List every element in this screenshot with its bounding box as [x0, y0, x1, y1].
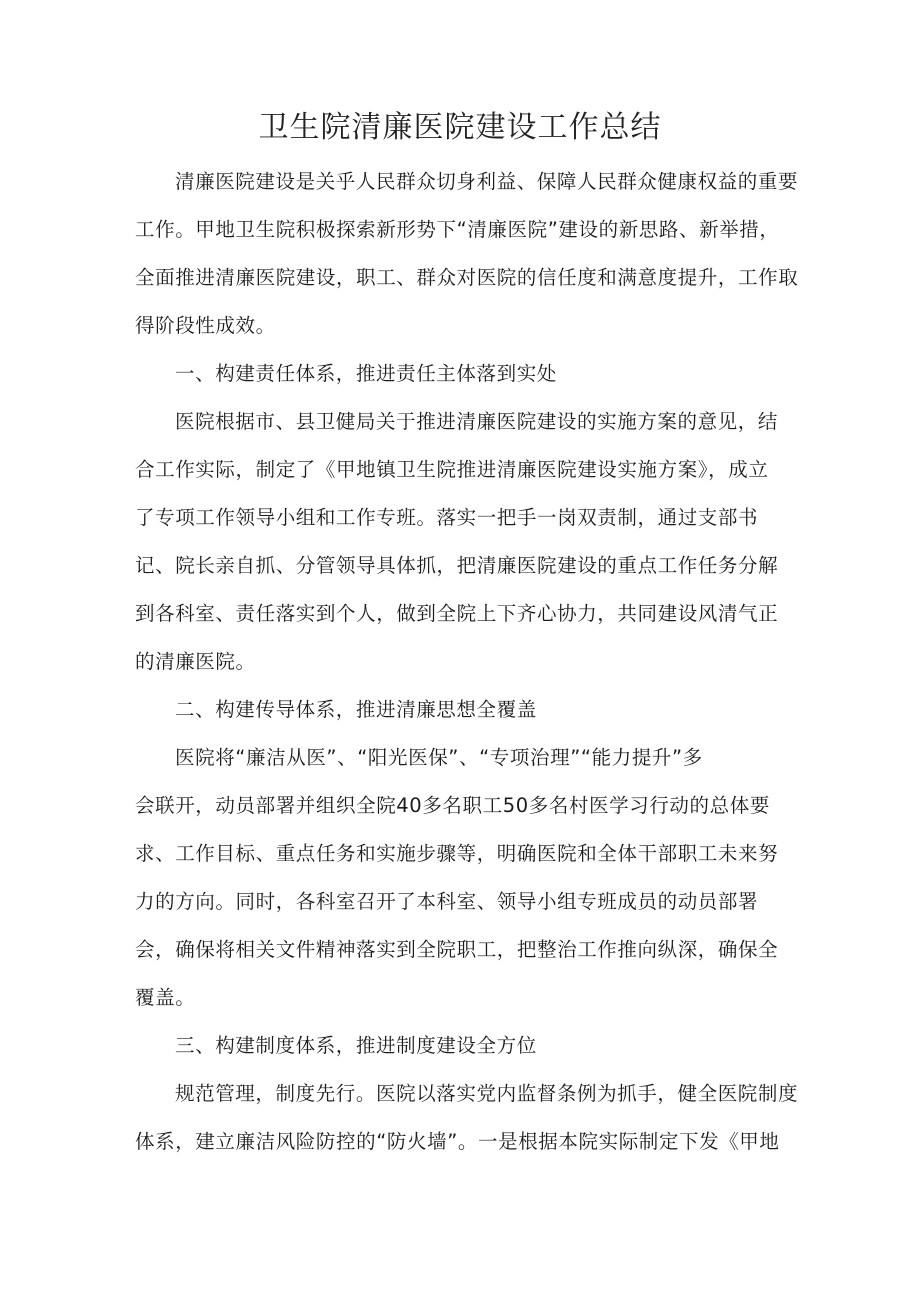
paragraph-line: 工作。甲地卫生院积极探索新形势下“清廉医院”建设的新思路、新举措，: [135, 218, 780, 241]
paragraph-line: 规范管理，制度先行。医院以落实党内监督条例为抓手，健全医院制度: [175, 1082, 799, 1105]
paragraph-line: 医院将“廉洁从医”、“阳光医保”、“专项治理”“能力提升”多: [175, 746, 703, 769]
paragraph-line: 覆盖。: [135, 986, 196, 1009]
paragraph-line: 清廉医院建设是关乎人民群众切身利益、保障人民群众健康权益的重要: [175, 170, 799, 193]
paragraph-line: 了专项工作领导小组和工作专班。落实一把手一岗双责制，通过支部书: [135, 506, 759, 529]
paragraph-line: 合工作实际，制定了《甲地镇卫生院推进清廉医院建设实施方案》，成立: [135, 458, 769, 481]
section-heading-1: 一、构建责任体系，推进责任主体落到实处: [175, 362, 557, 385]
paragraph-line: 力的方向。同时，各科室召开了本科室、领导小组专班成员的动员部署: [135, 890, 759, 913]
paragraph-line: 的清廉医院。: [135, 650, 256, 673]
paragraph-line: 体系，建立廉洁风险防控的“防火墙”。一是根据本院实际制定下发《甲地: [135, 1130, 780, 1153]
section-heading-2: 二、构建传导体系，推进清廉思想全覆盖: [175, 698, 537, 721]
paragraph-line: 到各科室、责任落实到个人，做到全院上下齐心协力，共同建设风清气正: [135, 602, 779, 625]
paragraph-line: 全面推进清廉医院建设，职工、群众对医院的信任度和满意度提升，工作取: [135, 266, 799, 289]
paragraph-line: 得阶段性成效。: [135, 314, 276, 337]
paragraph-line: 求、工作目标、重点任务和实施步骤等，明确医院和全体干部职工未来努: [135, 842, 779, 865]
paragraph-line: 会，确保将相关文件精神落实到全院职工，把整治工作推向纵深，确保全: [135, 938, 779, 961]
paragraph-line: 会联开，动员部署并组织全院40多名职工50多名村医学习行动的总体要: [135, 794, 770, 817]
paragraph-line: 医院根据市、县卫健局关于推进清廉医院建设的实施方案的意见，结: [175, 410, 779, 433]
document-title: 卫生院清廉医院建设工作总结: [258, 110, 662, 145]
paragraph-line: 记、院长亲自抓、分管领导具体抓，把清廉医院建设的重点工作任务分解: [135, 554, 779, 577]
section-heading-3: 三、构建制度体系，推进制度建设全方位: [175, 1034, 537, 1057]
